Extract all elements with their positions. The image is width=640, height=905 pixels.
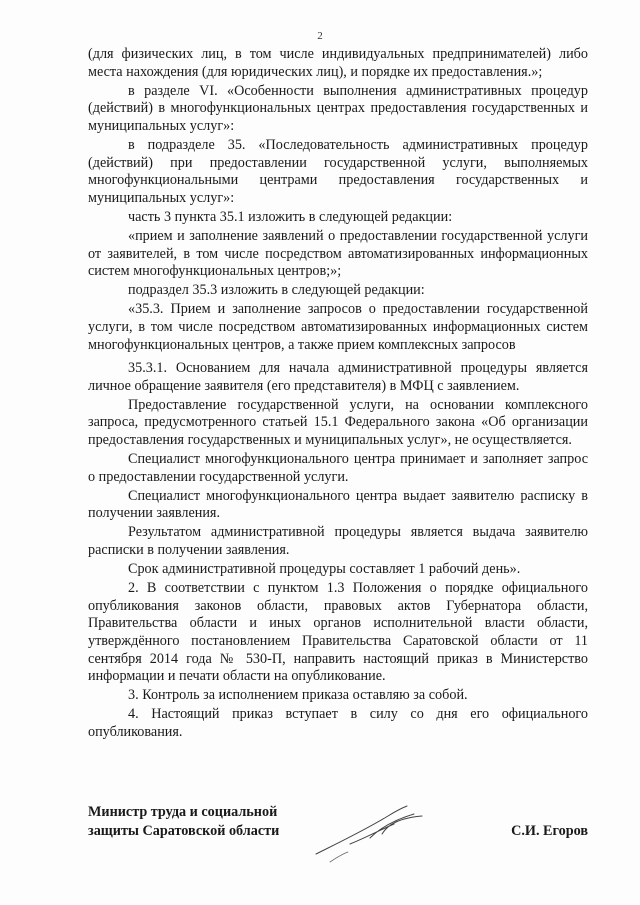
signer-title-line: защиты Саратовской области	[88, 823, 280, 839]
paragraph: 2. В соответствии с пунктом 1.3 Положения о порядке официального опубликования законов области, правовых актов Губернатора области, Правительства области и иных органов исполнительной власти области, утверждённого постановлением Правительства Саратовской области от 11 сентября 2014 года № 530-П, направить настоящий приказ в Министерство информации и печати области на опубликование.	[88, 580, 588, 685]
signer-title	[88, 803, 328, 841]
paragraph: «35.3. Прием и заполнение запросов о предоставлении государственной услуги, в том числе посредством автоматизированных информационных систем многофункциональных центров, а также прием комплексных запросов	[88, 301, 588, 353]
document-body	[88, 46, 588, 743]
paragraph: Специалист многофункционального центра принимает и заполняет запрос о предоставлении государственной услуги.	[88, 451, 588, 485]
paragraph: Срок административной процедуры составляет 1 рабочий день».	[128, 561, 521, 578]
paragraph: в разделе VI. «Особенности выполнения административных процедур (действий) в многофункциональных центрах предоставления государственных и муниципальных услуг»:	[88, 82, 588, 134]
paragraph: Результатом административной процедуры является выдача заявителю расписки в получении заявления.	[88, 524, 588, 559]
page-number: 2	[317, 30, 323, 42]
signer-name: С.И. Егоров	[511, 823, 588, 839]
paragraph: подраздел 35.3 изложить в следующей редакции:	[128, 282, 425, 299]
paragraph: 35.3.1. Основанием для начала административной процедуры является личное обращение заявителя (его представителя) в МФЦ с заявлением.	[88, 360, 588, 394]
paragraph: часть 3 пункта 35.1 изложить в следующей редакции:	[128, 208, 453, 225]
handwritten-signature	[310, 794, 430, 864]
paragraph: «прием и заполнение заявлений о предоставлении государственной услуги от заявителей, в том числе посредством автоматизированных информационных систем многофункциональных центров;»;	[88, 227, 588, 280]
paragraph: Специалист многофункционального центра выдает заявителю расписку в получении заявления.	[88, 487, 588, 522]
signer-title-line: Министр труда и социальной	[88, 804, 278, 820]
paragraph: в подразделе 35. «Последовательность административных процедур (действий) при предоставлении государственной услуги, выполняемых многофункциональными центрами предоставления государственных и муниципальных услуг»:	[88, 136, 588, 206]
paragraph: Предоставление государственной услуги, на основании комплексного запроса, предусмотренного статьей 15.1 Федерального закона «Об организации предоставления государственных и муниципальных услуг», не осуществляется.	[88, 396, 588, 448]
paragraph: 4. Настоящий приказ вступает в силу со дня его официального опубликования.	[88, 706, 588, 740]
paragraph: (для физических лиц, в том числе индивидуальных предпринимателей) либо места нахождения (для юридических лиц), и порядке их предоставления.»;	[88, 46, 588, 80]
paragraph: 3. Контроль за исполнением приказа оставляю за собой.	[128, 687, 468, 704]
